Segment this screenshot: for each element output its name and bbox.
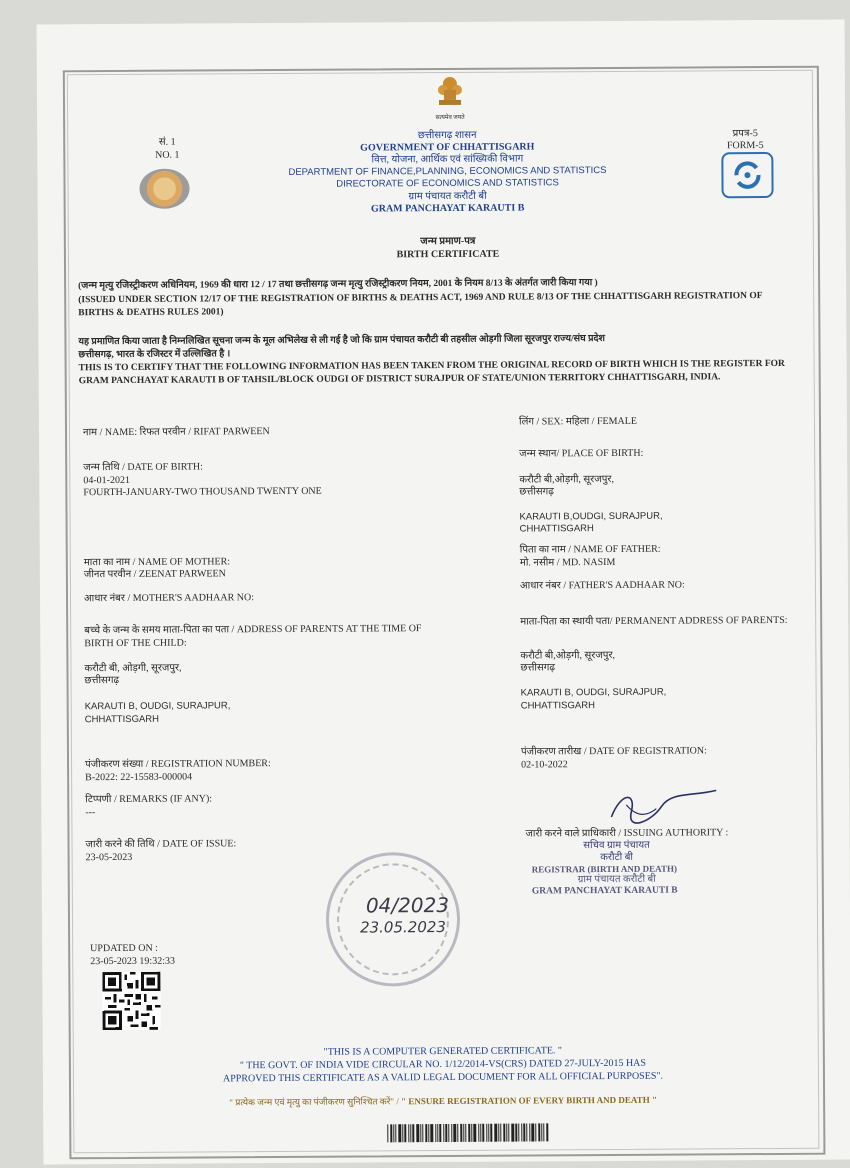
name-field <box>83 425 270 439</box>
slogan-sep: / <box>396 1096 399 1107</box>
signature <box>601 786 721 827</box>
issue-date-value: 23-05-2023 <box>85 851 133 864</box>
sex-field <box>519 415 637 429</box>
remarks-label: टिप्पणी / REMARKS (IF ANY): <box>85 793 213 806</box>
authority-reg-en: REGISTRAR (BIRTH AND DEATH) <box>531 863 678 875</box>
father-value: मो. नसीम / MD. NASIM <box>519 556 616 569</box>
dob-value: 04-01-2021 <box>83 474 131 487</box>
reg-date-label: पंजीकरण तारीख / DATE OF REGISTRATION: <box>520 745 707 758</box>
updated-value: 23-05-2023 19:32:33 <box>90 955 176 968</box>
pob-hi1: करौटी बी,ओड़गी, सूरजपुर, <box>519 473 614 486</box>
addr-birth-hi1: करौटी बी, ओड़गी, सूरजपुर, <box>84 662 182 675</box>
form-en: FORM-5 <box>726 140 764 152</box>
addr-birth-en1: KARAUTI B, OUDGI, SURAJPUR, <box>84 700 231 713</box>
perm-addr-label: माता-पिता का स्थायी पता/ PERMANENT ADDRESS OF PARENTS: <box>520 614 788 628</box>
authority-gp-hi: ग्राम पंचायत करौटी बी <box>577 873 656 886</box>
stamp-text1: 04/2023 <box>365 892 450 918</box>
stamp-text2: 23.05.2023 <box>359 917 446 937</box>
sex-label: लिंग / SEX: <box>518 416 564 428</box>
emblem-caption: सत्यमेव जयते <box>435 114 465 122</box>
crs-logo-icon <box>721 152 773 198</box>
authority-stamp2: करौटी बी <box>600 851 634 864</box>
govt-hi: छत्तीसगढ़ शासन <box>417 129 477 142</box>
issued-under-en2: BIRTHS & DEATHS RULES 2001) <box>78 307 224 319</box>
father-label: पिता का नाम / NAME OF FATHER: <box>519 543 661 556</box>
certify-en2: GRAM PANCHAYAT KARAUTI B OF TAHSIL/BLOCK OUDGI OF DISTRICT SURAJPUR OF STATE/UNION TERRITORY CHHATTISGARH, INDIA. <box>78 372 721 387</box>
pob-hi2: छत्तीसगढ़ <box>519 486 554 498</box>
issue-date-label: जारी करने की तिथि / DATE OF ISSUE: <box>85 838 237 851</box>
form-hi: प्रपत्र-5 <box>732 128 758 140</box>
qr-code-icon <box>102 972 160 1030</box>
father-aadhaar-label: आधार नंबर / FATHER'S AADHAAR NO: <box>519 579 685 592</box>
addr-birth-label1: बच्चे के जन्म के समय माता-पिता का पता / ADDRESS OF PARENTS AT THE TIME OF <box>84 623 422 637</box>
certify-en1: THIS IS TO CERTIFY THAT THE FOLLOWING INFORMATION HAS BEEN TAKEN FROM THE ORIGINAL RECORD OF BIRTH WHICH IS THE REGISTER FOR <box>78 358 785 374</box>
updated-label: UPDATED ON : <box>90 942 158 955</box>
perm-addr-en2: CHHATTISGARH <box>520 700 595 712</box>
certificate-sheet <box>37 20 850 1165</box>
addr-birth-label2: BIRTH OF THE CHILD: <box>84 637 187 650</box>
addr-birth-hi2: छत्तीसगढ़ <box>84 674 120 687</box>
title-hi: जन्म प्रमाण-पत्र <box>420 235 476 248</box>
mother-aadhaar-label: आधार नंबर / MOTHER'S AADHAAR NO: <box>84 592 255 605</box>
issued-under-hi: (जन्म मृत्यु रजिस्ट्रीकरण अधिनियम, 1969 की धारा 12 / 17 तथा छत्तीसगढ़ जन्म मृत्यु रजिस्ट्रीकरण नियम, 2001 के नियम 8/13 के अंतर्गत जारी किया गया ) <box>78 278 598 292</box>
directorate-en: DIRECTORATE OF ECONOMICS AND STATISTICS <box>336 177 559 190</box>
no-en: NO. 1 <box>155 149 180 161</box>
footer-line2: " THE GOVT. OF INDIA VIDE CIRCULAR NO. 1/12/2014-VS(CRS) DATED 27-JULY-2015 HAS <box>239 1057 646 1072</box>
pob-en2: CHHATTISGARH <box>519 523 594 535</box>
footer-line1: "THIS IS A COMPUTER GENERATED CERTIFICATE. " <box>323 1045 563 1058</box>
authority-gp-en: GRAM PANCHAYAT KARAUTI B <box>531 885 678 897</box>
footer-line3: APPROVED THIS CERTIFICATE AS A VALID LEGAL DOCUMENT FOR ALL OFFICIAL PURPOSES". <box>222 1070 664 1085</box>
addr-birth-en2: CHHATTISGARH <box>84 713 160 726</box>
name-value: रिफत परवीन / RIFAT PARWEEN <box>139 426 270 438</box>
perm-addr-en1: KARAUTI B, OUDGI, SURAJPUR, <box>520 686 667 699</box>
authority-stamp1: सचिव ग्राम पंचायत <box>583 839 650 852</box>
reg-no-value: B-2022: 22-15583-000004 <box>85 771 193 784</box>
no-hi: सं. 1 <box>158 136 176 148</box>
page-title: BIRTH CERTIFICATE <box>396 248 500 261</box>
certify-hi1: यह प्रमाणित किया जाता है निम्नलिखित सूचना जन्म के मूल अभिलेख से ली गई है जो कि ग्राम पंचायत करौटी बी तहसील ओड़गी जिला सूरजपुर राज्य/संघ प्रदेश <box>78 334 606 348</box>
seal-icon <box>139 169 189 209</box>
pob-label: जन्म स्थान/ PLACE OF BIRTH: <box>519 447 644 460</box>
issued-under-en1: (ISSUED UNDER SECTION 12/17 OF THE REGISTRATION OF BIRTHS & DEATHS ACT, 1969 AND RULE 8/13 OF THE CHHATTISGARH REGISTRATION OF <box>78 291 763 306</box>
barcode-icon <box>387 1123 587 1142</box>
authority-label: जारी करने वाले प्राधिकारी / ISSUING AUTHORITY : <box>525 827 729 840</box>
dob-label: जन्म तिथि / DATE OF BIRTH: <box>83 461 203 474</box>
govt-en: GOVERNMENT OF CHHATTISGARH <box>360 141 535 154</box>
dept-en: DEPARTMENT OF FINANCE,PLANNING, ECONOMICS AND STATISTICS <box>288 165 607 178</box>
perm-addr-hi1: करौटी बी,ओड़गी, सूरजपुर, <box>520 649 616 662</box>
dept-hi: वित्त, योजना, आर्थिक एवं सांख्यिकी विभाग <box>371 153 524 166</box>
perm-addr-hi2: छत्तीसगढ़ <box>520 662 556 674</box>
dob-words: FOURTH-JANUARY-TWO THOUSAND TWENTY ONE <box>83 485 322 499</box>
state-emblem-icon <box>435 74 465 112</box>
remarks-value: --- <box>85 807 96 819</box>
sex-value: महिला / FEMALE <box>565 415 637 428</box>
name-label: नाम / NAME: <box>82 426 138 439</box>
gp-en: GRAM PANCHAYAT KARAUTI B <box>370 202 525 215</box>
reg-no-label: पंजीकरण संख्या / REGISTRATION NUMBER: <box>85 758 271 771</box>
slogan-hi: " प्रत्येक जन्म एवं मृत्यु का पंजीकरण सुनिश्चित करें" <box>229 1096 395 1108</box>
mother-label: माता का नाम / NAME OF MOTHER: <box>83 556 231 569</box>
gp-hi: ग्राम पंचायत करौटी बी <box>408 190 487 203</box>
pob-en1: KARAUTI B,OUDGI, SURAJPUR, <box>519 510 663 523</box>
mother-value: जीनत परवीन / ZEENAT PARWEEN <box>83 568 226 581</box>
certify-hi2: छत्तीसगढ़, भारत के रजिस्टर में उल्लिखित है । <box>78 349 231 361</box>
reg-date-value: 02-10-2022 <box>521 759 568 771</box>
inner-border <box>67 70 820 1154</box>
slogan-en: " ENSURE REGISTRATION OF EVERY BIRTH AND DEATH " <box>401 1094 657 1107</box>
